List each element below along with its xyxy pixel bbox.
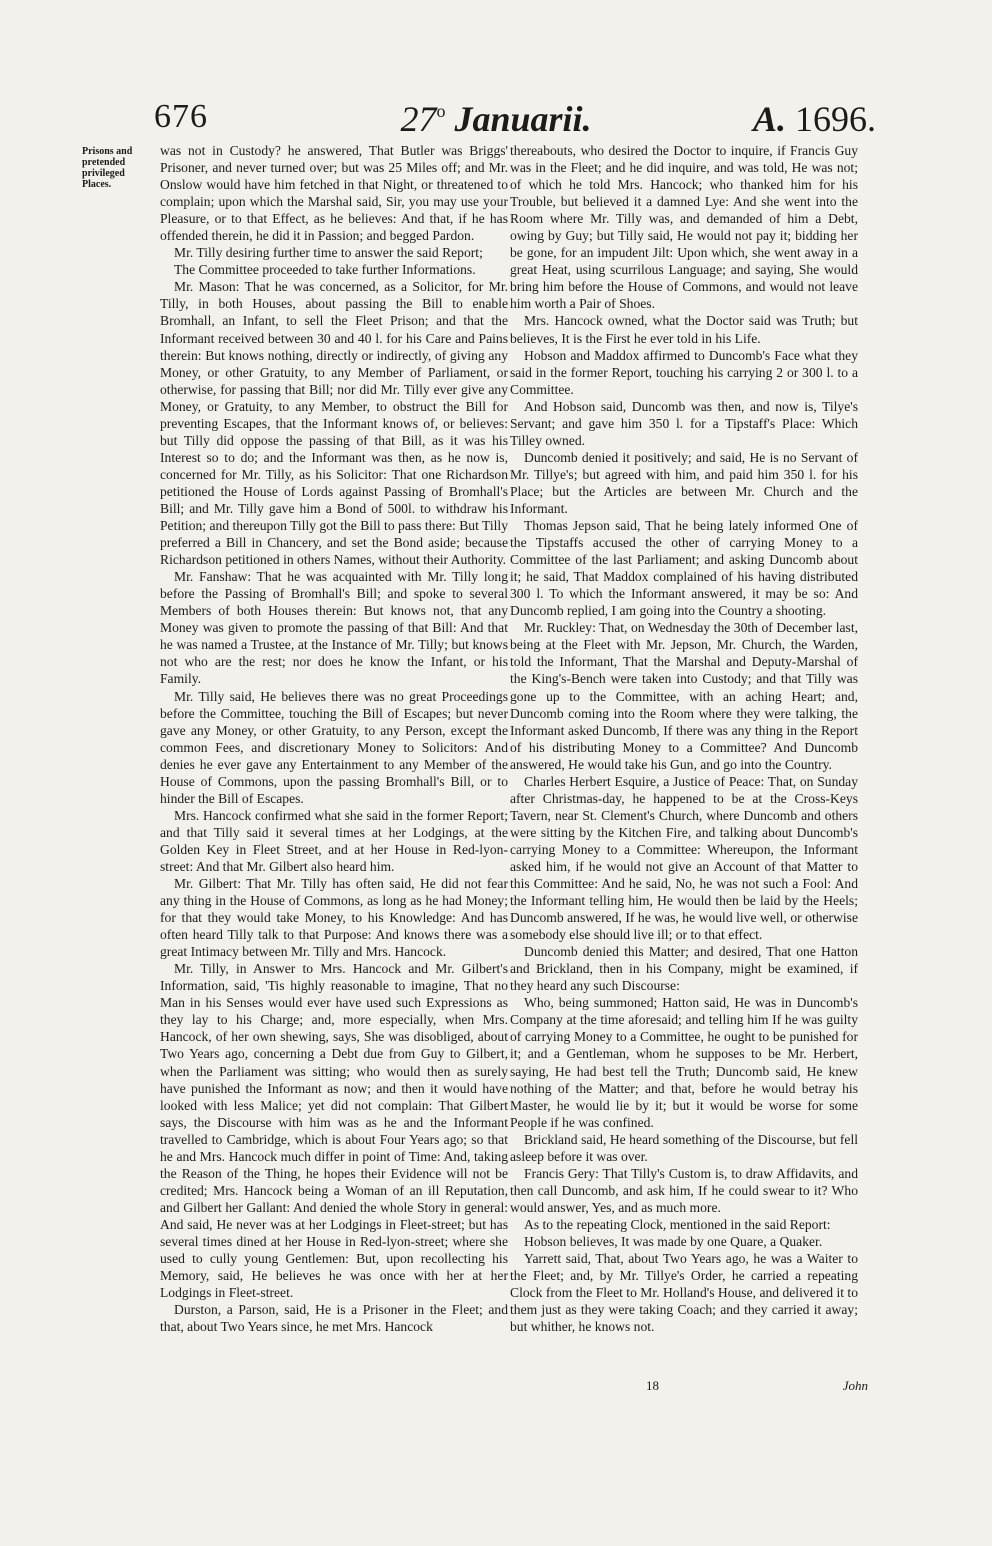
page-footer	[510, 1378, 868, 1394]
page-number: 676	[154, 98, 208, 135]
paragraph: thereabouts, who desired the Doctor to inquire, if Francis Guy was in the Fleet; and he did inquire, and was told, He was not; of which he told Mrs. Hancock; who thanked him for his Trouble, but believed it a damned Lye: And she went into the Room where Mr. Tilly was, and demanded of him a Debt, owing by Guy; but Tilly said, He would not pay it; bidding her be gone, for an impudent Jilt: Upon which, she went away in a great Heat, using scurrilous Language; and saying, She would bring him before the House of Commons, and would not leave him worth a Pair of Shoes.	[510, 143, 858, 312]
paragraph: Mrs. Hancock owned, what the Doctor said was Truth; but believes, It is the First he ever told in his Life.	[510, 313, 858, 346]
paragraph: Mr. Tilly desiring further time to answer the said Report;	[174, 245, 483, 261]
margin-note: Prisons and pretended privileged Places.	[82, 146, 133, 190]
paragraph: And Hobson said, Duncomb was then, and now is, Tilye's Servant; and gave him 350 l. for a Tipstaff's Place: Which Tilley owned.	[510, 398, 858, 448]
year-heading	[753, 98, 876, 144]
date-month: Januarii.	[454, 99, 592, 139]
paragraph: Mrs. Hancock confirmed what she said in the former Report; and that Tilly said it several times at her Lodgings, at the Golden Key in Fleet Street, and at her House in Red-lyon-street: And that Mr. Gilbert also heard him.	[160, 807, 508, 874]
paragraph: Mr. Gilbert: That Mr. Tilly has often said, He did not fear any thing in the House of Commons, as long as he had Money; for that they would take Money, to his Knowledge: And has often heard Tilly talk to that Purpose: And knows there was a great Intimacy between Mr. Tilly and Mrs. Hancock.	[160, 876, 508, 960]
paragraph: Mr. Mason: That he was concerned, as a Solicitor, for Mr. Tilly, in both Houses, about passing the Bill to enable Bromhall, an Infant, to sell the Fleet Prison; and that the Informant received between 30 and 40 l. for his Care and Pains therein: But knows nothing, directly or indirectly, of giving any Money, or other Gratuity, to any Member of Parliament, or otherwise, for passing that Bill; nor did Mr. Tilly ever give any Money, or Gratuity, to any Member, to obstruct the Bill for preventing Escapes, that the Informant knows of, or believes: but Tilly did oppose the passing of that Bill, as it was his Interest so to do; and the Informant was then, as he now is, concerned for Mr. Tilly, as his Solicitor: That one Richardson petitioned the House of Lords against Passing of Bromhall's Bill; and Mr. Tilly gave him a Bond of 500l. to withdraw his Petition; and thereupon Tilly got the Bill to pass there: But Tilly preferred a Bill in Chancery, and set the Bond aside; because Richardson petitioned in others Names, without their Authority.	[160, 279, 508, 568]
paragraph: Duncomb denied this Matter; and desired, That one Hatton and Brickland, then in his Company, might be examined, if they heard any such Discourse:	[510, 944, 858, 994]
paragraph: Durston, a Parson, said, He is a Prisoner in the Fleet; and that, about Two Years since, he met Mrs. Hancock	[160, 1302, 508, 1335]
paragraph: Hobson believes, It was made by one Quare, a Quaker.	[524, 1234, 823, 1249]
paragraph: Brickland said, He heard something of the Discourse, but fell asleep before it was over.	[510, 1131, 858, 1164]
year-number: 1696.	[795, 99, 876, 139]
left-column	[160, 142, 508, 1335]
paragraph: Mr. Fanshaw: That he was acquainted with Mr. Tilly long before the Passing of Bromhall's Bill; and spoke to several Members of both Houses therein: But knows not, that any Money was given to promote the passing of that Bill: And that he was named a Trustee, at the Instance of Mr. Tilly; but knows not who are the rest; nor does he know the Infant, or his Family.	[160, 569, 508, 687]
date-degree: o	[436, 101, 446, 121]
right-column	[510, 142, 858, 1335]
signature-mark: 18	[646, 1378, 659, 1393]
paragraph: The Committee proceeded to take further Informations.	[174, 262, 476, 278]
paragraph: Yarrett said, That, about Two Years ago, he was a Waiter to the Fleet; and, by Mr. Tillye's Order, he carried a repeating Clock from the Fleet to Mr. Holland's House, and delivered it to them just as they were taking Coach; and they carried it away; but whither, he knows not.	[510, 1251, 858, 1335]
catchword: John	[842, 1378, 868, 1393]
paragraph: Thomas Jepson said, That he being lately informed One of the Tipstaffs accused the other of carrying Money to a Committee of the last Parliament; and asking Duncomb about it; he said, That Maddox complained of his having distributed 300 l. To which the Informant answered, it may be so: And Duncomb replied, I am going into the Country a shooting.	[510, 518, 858, 619]
paragraph: Mr. Tilly, in Answer to Mrs. Hancock and Mr. Gilbert's Information, said, 'Tis highly reasonable to imagine, That no Man in his Senses would ever have used such Expressions as they lay to his Charge; and, more especially, when Mrs. Hancock, of her own shewing, says, She was disobliged, about Two Years ago, concerning a Debt due from Guy to Gilbert, when the Parliament was sitting; who would then as surely have punished the Informant as now; and then it would have looked with less Malice; yet did not complain: That Gilbert says, the Discourse with him was as he and the Informant travelled to Cambridge, which is about Four Years ago; so that he and Mrs. Hancock much differ in point of Time: And, taking the Reason of the Thing, he hopes their Evidence will not be credited; Mrs. Hancock being a Woman of an ill Reputation, and Gilbert her Gallant: And denied the whole Story in general: And said, He never was at her Lodgings in Fleet-street; but has several times dined at her House in Red-lyon-street; where she used to cully young Gentlemen: But, upon recollecting his Memory, said, He believes he was once with her at her Lodgings in Fleet-street.	[160, 961, 508, 1301]
year-letter: A.	[752, 99, 786, 139]
date-day: 27	[400, 99, 437, 139]
paragraph: Who, being summoned; Hatton said, He was in Duncomb's Company at the time aforesaid; and telling him If he was guilty of carrying Money to a Committee, he ought to be punished for it; and a Gentleman, whom he supposes to be Mr. Herbert, saying, He had best tell the Truth; Duncomb said, He knew nothing of the Matter; and that, before he would betray his Master, he would lie by it; but it would be worse for some People if he was confined.	[510, 995, 858, 1130]
paragraph: Francis Gery: That Tilly's Custom is, to draw Affidavits, and then call Duncomb, and ask him, If he could swear to it? Who would answer, Yes, and as much more.	[510, 1165, 858, 1215]
paragraph: Mr. Ruckley: That, on Wednesday the 30th of December last, being at the Fleet with Mr. Jepson, Mr. Church, the Warden, told the Informant, That the Marshal and Deputy-Marshal of the King's-Bench were taken into Custody; and that Tilly was gone up to the Committee, with an aching Heart; and, Duncomb coming into the Room where they were talking, the Informant asked Duncomb, If there was any thing in the Report of his distributing Money to a Committee? And Duncomb answered, He would take his Gun, and go into the Country.	[510, 620, 858, 772]
paragraph: Charles Herbert Esquire, a Justice of Peace: That, on Sunday after Christmas-day, he happened to be at the Cross-Keys Tavern, near St. Clement's Church, where Duncomb and others were sitting by the Kitchen Fire, and talking about Duncomb's carrying Money to a Committee: Whereupon, the Informant asked him, if he would not give an Account of that Matter to this Committee: And he said, No, he was not such a Fool: And the Informant telling him, He would then be laid by the Heels; Duncomb answered, If he was, he would live well, or otherwise somebody else should live ill; or to that effect.	[510, 773, 858, 943]
paragraph: As to the repeating Clock, mentioned in the said Report:	[524, 1216, 831, 1232]
paragraph: was not in Custody? he answered, That Butler was Briggs' Prisoner, and never turned over; but was 25 Miles off; and Mr. Onslow would have him fetched in that Night, or threatened to complain; upon which the Marshal said, Sir, you may use your Pleasure, or to that Effect, as he believes: And that, if he has offended therein, he did it in Passion; and begged Pardon.	[160, 143, 508, 244]
paragraph: Mr. Tilly said, He believes there was no great Proceedings before the Committee, touching the Bill of Escapes; but never gave any Money, or other Gratuity, to any Person, except the common Fees, and discretionary Money to Solicitors: And denies he ever gave any Entertainment to any Member of the House of Commons, upon the passing Bromhall's Bill, or to hinder the Bill of Escapes.	[160, 688, 508, 806]
paragraph: Duncomb denied it positively; and said, He is no Servant of Mr. Tillye's; but agreed with him, and paid him 350 l. for his Place; but the Articles are between Mr. Church and the Informant.	[510, 449, 858, 516]
paragraph: Hobson and Maddox affirmed to Duncomb's Face what they said in the former Report, touching his carrying 2 or 300 l. to a Committee.	[510, 347, 858, 397]
